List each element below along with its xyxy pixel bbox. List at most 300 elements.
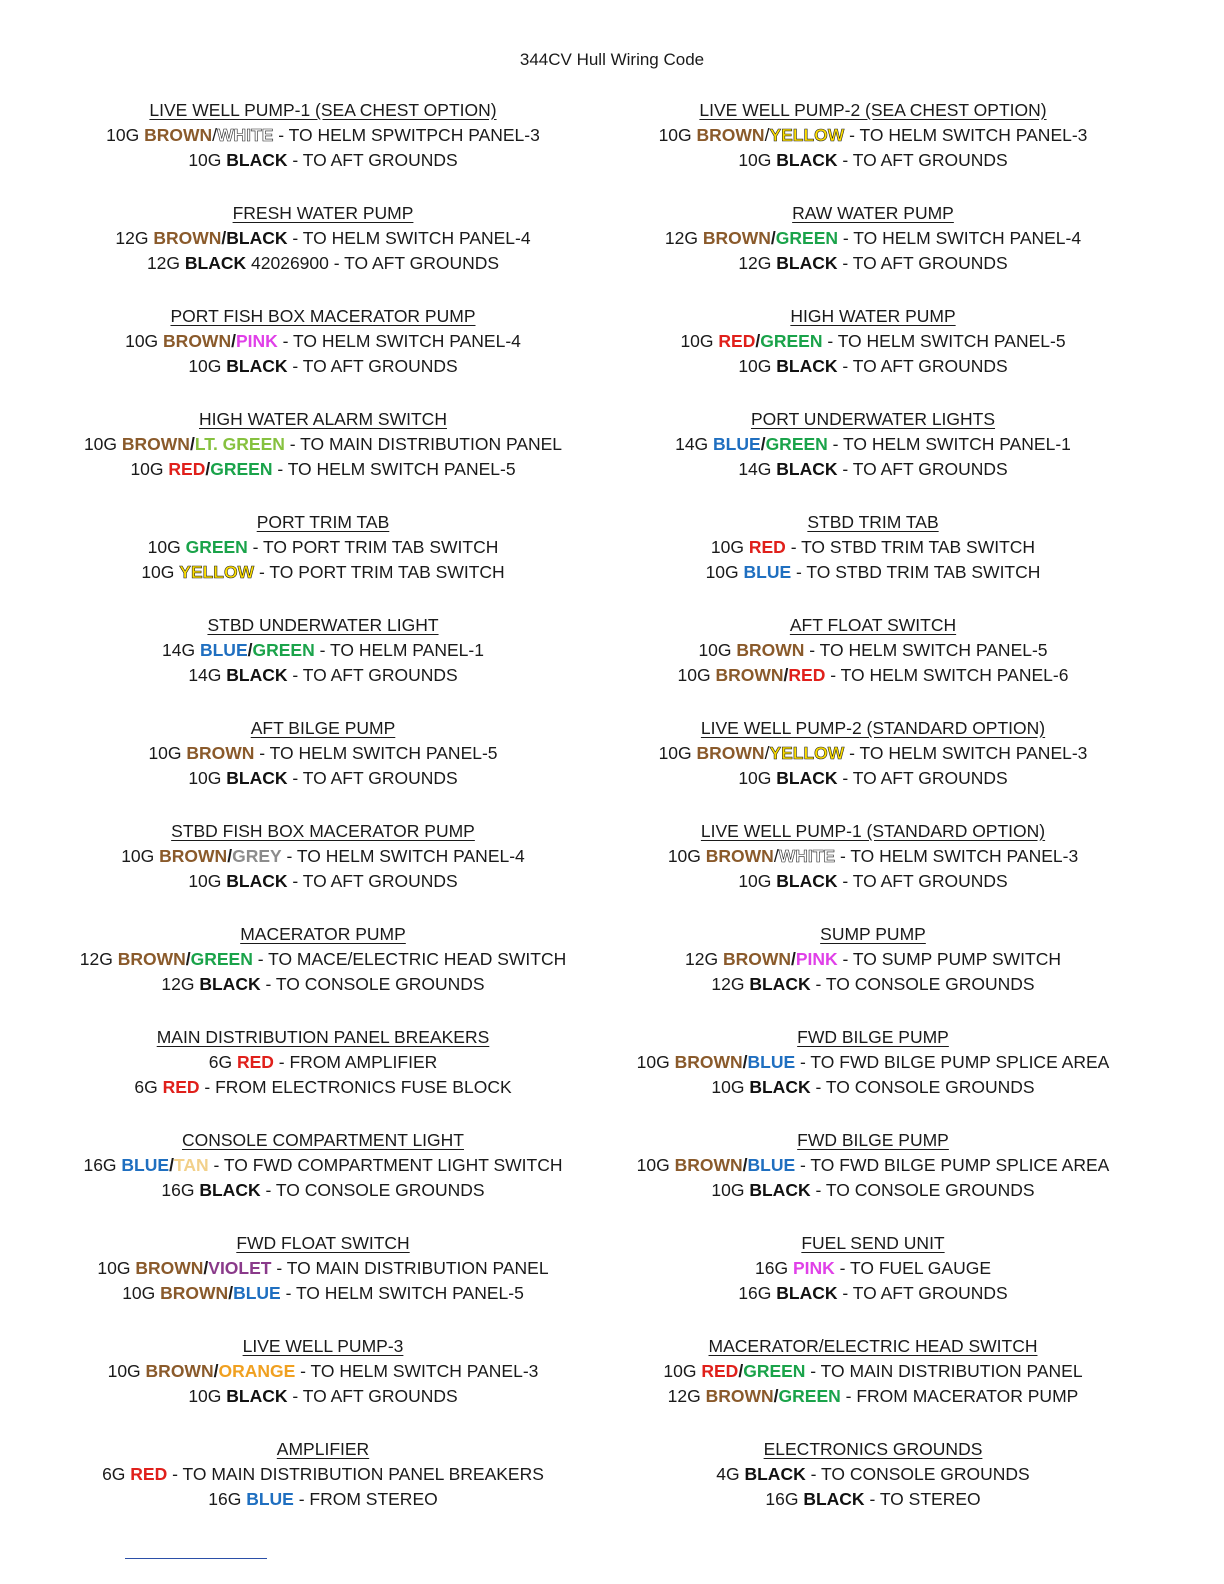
wire-line xyxy=(62,148,584,173)
wire-color-brown: BROWN xyxy=(144,125,213,145)
wire-text: - FROM MACERATOR PUMP xyxy=(840,1386,1079,1406)
wire-line xyxy=(612,972,1134,997)
wire-line xyxy=(612,1050,1134,1075)
section-heading: ELECTRONICS GROUNDS xyxy=(763,1439,983,1459)
section-heading: MAIN DISTRIBUTION PANEL BREAKERS xyxy=(156,1027,490,1047)
wire-line xyxy=(612,1384,1134,1409)
wire-text: 10G xyxy=(107,1361,146,1381)
wire-color-yellow: YELLOW xyxy=(179,562,255,582)
wire-text: - TO AFT GROUNDS xyxy=(287,1386,458,1406)
footer-rule xyxy=(125,1558,267,1559)
section-heading: PORT UNDERWATER LIGHTS xyxy=(750,409,996,429)
wiring-section-fwd-bilge-pump xyxy=(612,1128,1134,1231)
wire-line xyxy=(612,535,1134,560)
wire-text: 10G xyxy=(738,150,777,170)
wire-line xyxy=(62,766,584,791)
wire-color-red: RED xyxy=(130,1464,168,1484)
wire-text: 14G xyxy=(738,459,777,479)
wire-text: 10G xyxy=(148,743,187,763)
wire-line xyxy=(612,560,1134,585)
wiring-section-stbd-underwater-light xyxy=(62,613,584,716)
wire-line xyxy=(612,1359,1134,1384)
wire-color-black: BLACK xyxy=(776,1283,838,1303)
wire-color-green: GREEN xyxy=(775,228,838,248)
wire-color-green: GREEN xyxy=(210,459,273,479)
separator: / xyxy=(205,459,211,479)
wire-text: - TO HELM SWITCH PANEL-5 xyxy=(822,331,1066,351)
section-heading: AFT FLOAT SWITCH xyxy=(789,615,957,635)
section-heading: MACERATOR/ELECTRIC HEAD SWITCH xyxy=(708,1336,1038,1356)
wire-line xyxy=(612,947,1134,972)
document-title: 344CV Hull Wiring Code xyxy=(519,50,705,69)
section-heading: RAW WATER PUMP xyxy=(792,203,954,223)
wire-text: - TO HELM SWITCH PANEL-1 xyxy=(827,434,1071,454)
wire-text: 10G xyxy=(97,1258,136,1278)
wire-color-black: BLACK xyxy=(749,1077,811,1097)
wire-color-black: BLACK xyxy=(749,1180,811,1200)
wire-text: - TO HELM SPWITPCH PANEL-3 xyxy=(273,125,540,145)
wire-text: - TO HELM SWITCH PANEL-5 xyxy=(272,459,516,479)
separator: / xyxy=(203,1258,209,1278)
wire-line xyxy=(62,741,584,766)
wire-text: 10G xyxy=(667,846,706,866)
wire-color-brown: BROWN xyxy=(121,434,190,454)
wire-text: 10G xyxy=(710,537,749,557)
wire-text: - TO AFT GROUNDS xyxy=(837,768,1008,788)
wire-color-brown: BROWN xyxy=(696,125,765,145)
wire-line xyxy=(62,1359,584,1384)
wire-text: - TO HELM SWITCH PANEL-6 xyxy=(825,665,1069,685)
wire-line xyxy=(62,844,584,869)
wire-text: 10G xyxy=(663,1361,702,1381)
wire-text: - TO AFT GROUNDS xyxy=(287,150,458,170)
wire-text: - TO AFT GROUNDS xyxy=(287,356,458,376)
wire-color-brown: BROWN xyxy=(135,1258,204,1278)
section-heading: LIVE WELL PUMP-3 xyxy=(242,1336,404,1356)
wiring-section-live-well-pump-2-standard-option xyxy=(612,716,1134,819)
wire-color-brown: BROWN xyxy=(674,1155,743,1175)
section-heading: PORT TRIM TAB xyxy=(256,512,390,532)
wire-text: - TO MAIN DISTRIBUTION PANEL xyxy=(271,1258,549,1278)
wire-color-yellow: YELLOW xyxy=(769,125,845,145)
wire-color-grey: GREY xyxy=(232,846,282,866)
wire-line xyxy=(612,1153,1134,1178)
wire-color-ltgreen: LT. GREEN xyxy=(194,434,285,454)
separator: / xyxy=(770,228,776,248)
wiring-section-console-compartment-light xyxy=(62,1128,584,1231)
wire-color-brown: BROWN xyxy=(722,949,791,969)
wire-text: 10G xyxy=(711,1077,750,1097)
wire-color-brown: BROWN xyxy=(163,331,232,351)
wire-line xyxy=(62,1281,584,1306)
wire-text: - TO AFT GROUNDS xyxy=(837,459,1008,479)
wiring-section-high-water-alarm-switch xyxy=(62,407,584,510)
separator: / xyxy=(231,331,236,351)
wire-text: - TO FWD BILGE PUMP SPLICE AREA xyxy=(795,1052,1110,1072)
wire-line xyxy=(612,844,1134,869)
wire-text: 12G xyxy=(146,253,185,273)
separator: / xyxy=(742,1052,748,1072)
wire-text: - TO STBD TRIM TAB SWITCH xyxy=(785,537,1036,557)
wire-text: 10G xyxy=(130,459,169,479)
section-heading: FWD FLOAT SWITCH xyxy=(236,1233,410,1253)
section-heading: FWD BILGE PUMP xyxy=(797,1130,949,1150)
wire-text: 10G xyxy=(680,331,719,351)
wire-text: 10G xyxy=(188,871,227,891)
wire-text: 14G xyxy=(162,640,200,660)
wire-color-pink: PINK xyxy=(235,331,278,351)
separator: / xyxy=(247,640,253,660)
wire-line xyxy=(62,1075,584,1100)
wiring-section-fwd-float-switch xyxy=(62,1231,584,1334)
wire-line xyxy=(612,226,1134,251)
section-heading: AFT BILGE PUMP xyxy=(250,718,396,738)
separator: / xyxy=(742,1155,748,1175)
wiring-section-fuel-send-unit xyxy=(612,1231,1134,1334)
wire-color-blue: BLUE xyxy=(233,1283,281,1303)
wire-line xyxy=(62,663,584,688)
wire-color-black: BLACK xyxy=(226,768,288,788)
wire-text: - TO CONSOLE GROUNDS xyxy=(260,1180,485,1200)
wiring-section-live-well-pump-1-sea-chest-option xyxy=(62,98,584,201)
wire-text: 12G xyxy=(79,949,118,969)
wire-line xyxy=(62,535,584,560)
wiring-section-electronics-grounds xyxy=(612,1437,1134,1540)
wire-text: 10G xyxy=(188,150,227,170)
wire-line xyxy=(612,638,1134,663)
wire-color-brown: BROWN xyxy=(705,1386,774,1406)
left-column xyxy=(62,98,584,1540)
separator: / xyxy=(228,1283,234,1303)
wire-color-blue: BLUE xyxy=(121,1155,170,1175)
wire-color-black: BLACK xyxy=(776,356,838,376)
wiring-section-aft-float-switch xyxy=(612,613,1134,716)
wire-text: 10G xyxy=(698,640,737,660)
wire-text: 12G xyxy=(667,1386,706,1406)
wire-color-brown: BROWN xyxy=(702,228,771,248)
wire-text: - TO HELM SWITCH PANEL-4 xyxy=(287,228,531,248)
wire-line xyxy=(62,354,584,379)
wire-color-brown: BROWN xyxy=(160,1283,229,1303)
wire-text: 10G xyxy=(83,434,122,454)
wire-line xyxy=(62,1462,584,1487)
wire-color-brown: BROWN xyxy=(117,949,186,969)
section-heading: LIVE WELL PUMP-2 (STANDARD OPTION) xyxy=(700,718,1046,738)
wire-line xyxy=(612,457,1134,482)
wire-text: 6G xyxy=(134,1077,163,1097)
wiring-section-aft-bilge-pump xyxy=(62,716,584,819)
wire-text: 10G xyxy=(738,871,777,891)
wire-line xyxy=(62,972,584,997)
section-heading: SUMP PUMP xyxy=(820,924,926,944)
wire-color-black: BLACK xyxy=(776,768,838,788)
wire-text: - TO AFT GROUNDS xyxy=(837,253,1008,273)
wire-line xyxy=(612,1462,1134,1487)
wire-text: - TO STBD TRIM TAB SWITCH xyxy=(791,562,1041,582)
wire-color-brown: BROWN xyxy=(159,846,228,866)
wire-color-blue: BLUE xyxy=(713,434,761,454)
wire-color-green: GREEN xyxy=(765,434,828,454)
wire-color-black: BLACK xyxy=(226,871,288,891)
wire-color-brown: BROWN xyxy=(153,228,222,248)
wire-color-black: BLACK xyxy=(776,253,838,273)
wire-text: - TO SUMP PUMP SWITCH xyxy=(837,949,1061,969)
wire-line xyxy=(62,432,584,457)
wire-line xyxy=(62,1153,584,1178)
separator: / xyxy=(755,331,761,351)
wire-text: - TO HELM SWITCH PANEL-3 xyxy=(835,846,1079,866)
wire-color-red: RED xyxy=(718,331,756,351)
wire-color-black: BLACK xyxy=(226,1386,288,1406)
wire-color-violet: VIOLET xyxy=(208,1258,272,1278)
wire-line xyxy=(62,1178,584,1203)
wire-color-tan: TAN xyxy=(173,1155,209,1175)
wire-text: / xyxy=(212,125,218,145)
section-heading: LIVE WELL PUMP-2 (SEA CHEST OPTION) xyxy=(699,100,1047,120)
separator: / xyxy=(221,228,227,248)
wire-line xyxy=(62,1050,584,1075)
wire-line xyxy=(62,251,584,276)
wire-color-black: BLACK xyxy=(776,150,838,170)
wire-line xyxy=(612,329,1134,354)
wire-text: 10G xyxy=(125,331,164,351)
wire-color-brown: BROWN xyxy=(674,1052,743,1072)
wire-color-green: GREEN xyxy=(185,537,248,557)
wiring-section-macerator-electric-head-switch xyxy=(612,1334,1134,1437)
wire-text: 12G xyxy=(115,228,154,248)
wire-line xyxy=(612,1178,1134,1203)
wire-text: 4G xyxy=(716,1464,745,1484)
separator: / xyxy=(169,1155,174,1175)
wiring-section-live-well-pump-3 xyxy=(62,1334,584,1437)
wire-text: - TO CONSOLE GROUNDS xyxy=(810,974,1035,994)
wire-line xyxy=(612,869,1134,894)
wire-color-brown: BROWN xyxy=(696,743,765,763)
wire-text: - TO MAIN DISTRIBUTION PANEL xyxy=(805,1361,1083,1381)
wiring-section-live-well-pump-2-sea-chest-option xyxy=(612,98,1134,201)
wire-color-red: RED xyxy=(162,1077,200,1097)
wire-text: 16G xyxy=(161,1180,200,1200)
wire-line xyxy=(62,226,584,251)
wire-text: 14G xyxy=(188,665,227,685)
wire-line xyxy=(62,560,584,585)
wire-text: 16G xyxy=(754,1258,793,1278)
wire-color-green: GREEN xyxy=(778,1386,841,1406)
wire-text: 10G xyxy=(636,1052,675,1072)
wire-text: 10G xyxy=(738,356,777,376)
wire-text: 12G xyxy=(161,974,200,994)
wire-text: 42026900 - TO AFT GROUNDS xyxy=(246,253,500,273)
wire-text: - TO HELM SWITCH PANEL-4 xyxy=(281,846,525,866)
wire-text: 10G xyxy=(636,1155,675,1175)
wire-text: 10G xyxy=(658,743,697,763)
wire-text: - TO AFT GROUNDS xyxy=(837,150,1008,170)
wire-color-pink: PINK xyxy=(792,1258,835,1278)
wiring-section-main-distribution-panel-breakers xyxy=(62,1025,584,1128)
wire-color-black: BLACK xyxy=(776,459,838,479)
wire-text: 10G xyxy=(122,1283,161,1303)
wire-color-black: BLACK xyxy=(199,1180,261,1200)
wire-color-blue: BLUE xyxy=(747,1052,796,1072)
separator: / xyxy=(783,665,789,685)
wire-text: 10G xyxy=(188,356,227,376)
wire-text: - TO CONSOLE GROUNDS xyxy=(810,1180,1035,1200)
wire-line xyxy=(62,457,584,482)
wire-line xyxy=(62,123,584,148)
wiring-section-fwd-bilge-pump xyxy=(612,1025,1134,1128)
wire-text: - TO AFT GROUNDS xyxy=(837,356,1008,376)
wire-text: - TO CONSOLE GROUNDS xyxy=(805,1464,1030,1484)
wire-line xyxy=(612,148,1134,173)
wiring-section-fresh-water-pump xyxy=(62,201,584,304)
wire-color-black: BLACK xyxy=(226,228,288,248)
section-heading: FUEL SEND UNIT xyxy=(801,1233,945,1253)
wire-text: - TO MACE/ELECTRIC HEAD SWITCH xyxy=(252,949,567,969)
wire-color-black: BLACK xyxy=(184,253,247,273)
wire-line xyxy=(62,947,584,972)
wire-color-black: BLACK xyxy=(744,1464,806,1484)
wiring-section-port-fish-box-macerator-pump xyxy=(62,304,584,407)
wire-color-white: WHITE xyxy=(778,846,836,866)
wire-text: - TO MAIN DISTRIBUTION PANEL xyxy=(284,434,563,454)
wire-color-brown: BROWN xyxy=(145,1361,214,1381)
wire-text: 10G xyxy=(677,665,716,685)
wire-text: / xyxy=(764,743,770,763)
wire-text: 10G xyxy=(188,1386,227,1406)
wire-line xyxy=(612,251,1134,276)
wire-color-blue: BLUE xyxy=(199,640,248,660)
wire-text: / xyxy=(764,125,770,145)
wire-text: - TO AFT GROUNDS xyxy=(287,871,458,891)
wire-color-brown: BROWN xyxy=(715,665,784,685)
wire-text: 12G xyxy=(738,253,777,273)
wiring-section-amplifier xyxy=(62,1437,584,1540)
wire-color-red: RED xyxy=(236,1052,274,1072)
wiring-section-port-trim-tab xyxy=(62,510,584,613)
wire-text: - TO HELM SWITCH PANEL-5 xyxy=(254,743,498,763)
wire-color-red: RED xyxy=(788,665,826,685)
separator: / xyxy=(213,1361,219,1381)
wire-text: 10G xyxy=(705,562,744,582)
wire-color-blue: BLUE xyxy=(747,1155,796,1175)
wire-text: - TO HELM SWITCH PANEL-3 xyxy=(844,743,1088,763)
wire-text: - TO AFT GROUNDS xyxy=(287,768,458,788)
wire-text: 16G xyxy=(765,1489,804,1509)
wire-line xyxy=(62,1384,584,1409)
wire-text: - TO HELM SWITCH PANEL-3 xyxy=(844,125,1088,145)
wire-line xyxy=(612,1281,1134,1306)
wire-text: 10G xyxy=(141,562,180,582)
wire-color-red: RED xyxy=(701,1361,739,1381)
separator: / xyxy=(760,434,766,454)
wire-color-white: WHITE xyxy=(217,125,274,145)
wire-text: - FROM STEREO xyxy=(293,1489,438,1509)
section-heading: LIVE WELL PUMP-1 (SEA CHEST OPTION) xyxy=(149,100,497,120)
wire-line xyxy=(62,638,584,663)
wire-text: 6G xyxy=(102,1464,131,1484)
wire-text: 12G xyxy=(684,949,723,969)
wire-color-red: RED xyxy=(748,537,786,557)
wire-line xyxy=(612,432,1134,457)
wire-color-green: GREEN xyxy=(760,331,823,351)
wiring-section-stbd-fish-box-macerator-pump xyxy=(62,819,584,922)
right-column xyxy=(612,98,1134,1540)
section-heading: PORT FISH BOX MACERATOR PUMP xyxy=(170,306,476,326)
wire-text: 16G xyxy=(738,1283,777,1303)
section-heading: MACERATOR PUMP xyxy=(240,924,406,944)
wire-line xyxy=(62,329,584,354)
wire-text: 16G xyxy=(83,1155,122,1175)
section-heading: AMPLIFIER xyxy=(276,1439,370,1459)
wire-color-brown: BROWN xyxy=(705,846,774,866)
wire-color-black: BLACK xyxy=(803,1489,865,1509)
wire-text: - TO PORT TRIM TAB SWITCH xyxy=(254,562,505,582)
wire-text: 10G xyxy=(121,846,160,866)
wire-color-blue: BLUE xyxy=(246,1489,294,1509)
wire-color-green: GREEN xyxy=(743,1361,806,1381)
wire-text: - TO STEREO xyxy=(864,1489,981,1509)
section-heading: LIVE WELL PUMP-1 (STANDARD OPTION) xyxy=(700,821,1046,841)
wire-line xyxy=(62,1487,584,1512)
wire-text: 10G xyxy=(106,125,145,145)
wiring-section-port-underwater-lights xyxy=(612,407,1134,510)
wire-text: - TO FUEL GAUGE xyxy=(834,1258,991,1278)
wire-text: / xyxy=(773,846,779,866)
wire-text: 12G xyxy=(664,228,703,248)
wire-text: - FROM ELECTRONICS FUSE BLOCK xyxy=(199,1077,512,1097)
wire-text: 6G xyxy=(208,1052,237,1072)
section-heading: STBD FISH BOX MACERATOR PUMP xyxy=(171,821,475,841)
wire-text: 10G xyxy=(147,537,186,557)
wire-line xyxy=(62,1256,584,1281)
wiring-section-high-water-pump xyxy=(612,304,1134,407)
wire-text: - TO AFT GROUNDS xyxy=(837,871,1008,891)
wire-line xyxy=(612,123,1134,148)
wire-text: - TO CONSOLE GROUNDS xyxy=(260,974,485,994)
wire-color-green: GREEN xyxy=(190,949,253,969)
wire-color-black: BLACK xyxy=(226,665,288,685)
wiring-section-raw-water-pump xyxy=(612,201,1134,304)
separator: / xyxy=(790,949,796,969)
wire-text: - TO HELM SWITCH PANEL-4 xyxy=(838,228,1082,248)
separator: / xyxy=(227,846,233,866)
wire-text: - FROM AMPLIFIER xyxy=(273,1052,438,1072)
wire-line xyxy=(612,741,1134,766)
wire-color-brown: BROWN xyxy=(186,743,255,763)
wire-color-pink: PINK xyxy=(795,949,838,969)
wire-color-orange: ORANGE xyxy=(218,1361,296,1381)
wire-text: - TO MAIN DISTRIBUTION PANEL BREAKERS xyxy=(167,1464,544,1484)
wiring-section-stbd-trim-tab xyxy=(612,510,1134,613)
wire-text: 10G xyxy=(738,768,777,788)
wire-line xyxy=(612,1487,1134,1512)
wire-line xyxy=(612,663,1134,688)
wire-line xyxy=(612,1256,1134,1281)
wire-color-red: RED xyxy=(168,459,206,479)
wire-color-green: GREEN xyxy=(252,640,315,660)
section-heading: FWD BILGE PUMP xyxy=(797,1027,949,1047)
separator: / xyxy=(189,434,195,454)
wire-text: - TO FWD COMPARTMENT LIGHT SWITCH xyxy=(208,1155,563,1175)
wire-text: 14G xyxy=(675,434,714,454)
section-heading: STBD UNDERWATER LIGHT xyxy=(207,615,439,635)
wire-text: 10G xyxy=(658,125,697,145)
wire-text: - TO AFT GROUNDS xyxy=(837,1283,1008,1303)
wire-text: 12G xyxy=(711,974,750,994)
wire-text: - TO HELM SWITCH PANEL-3 xyxy=(295,1361,539,1381)
wire-text: - TO HELM PANEL-1 xyxy=(314,640,484,660)
wire-color-black: BLACK xyxy=(226,356,288,376)
